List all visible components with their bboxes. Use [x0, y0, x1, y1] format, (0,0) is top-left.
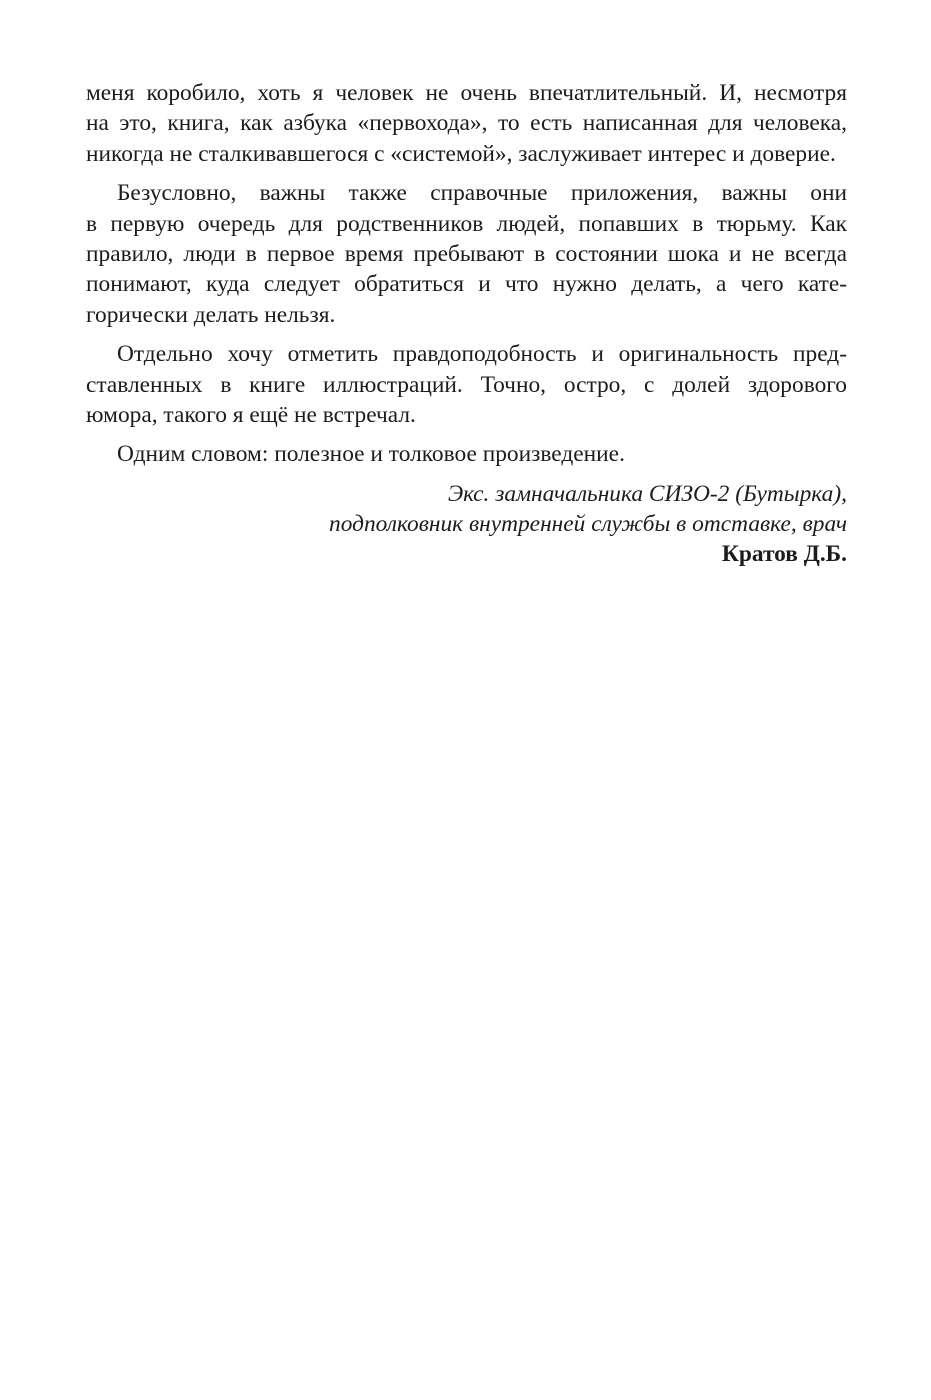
text-line: ставленных в книге иллюстраций. Точно, остро, с долей здорового	[86, 371, 847, 398]
paragraph-3	[86, 339, 847, 430]
text-line: никогда не сталкивавшегося с «системой», заслуживает интерес и доверие.	[86, 140, 836, 167]
paragraph-4	[86, 439, 847, 469]
text-line: горически делать нельзя.	[86, 301, 336, 328]
signature-position: Экс. замначальника СИЗО-2 (Бутырка),	[447, 480, 847, 507]
text-line: юмора, такого я ещё не встречал.	[86, 401, 416, 428]
text-line: меня коробило, хоть я человек не очень впечатлительный. И, несмотря	[86, 80, 847, 106]
text-line: Одним словом: полезное и толковое произведение.	[117, 441, 625, 468]
paragraph-2	[86, 178, 847, 330]
text-line: на это, книга, как азбука «первохода», то есть написанная для человека,	[86, 110, 847, 137]
document-page	[86, 78, 847, 570]
text-line: Безусловно, важны также справочные приложения, важны они	[117, 180, 847, 207]
text-line: в первую очередь для родственников людей, попавших в тюрьму. Как	[86, 210, 847, 237]
text-line: Отдельно хочу отметить правдоподобность и оригинальность пред-	[117, 341, 847, 368]
signature-rank: подполковник внутренней службы в отставке, врач	[329, 511, 847, 538]
signature-block	[86, 479, 847, 570]
paragraph-1	[86, 78, 847, 169]
text-line: правило, люди в первое время пребывают в состоянии шока и не всегда	[86, 240, 847, 267]
text-line: понимают, куда следует обратиться и что нужно делать, а чего кате-	[86, 271, 847, 298]
signature-name: Кратов Д.Б.	[721, 541, 847, 568]
